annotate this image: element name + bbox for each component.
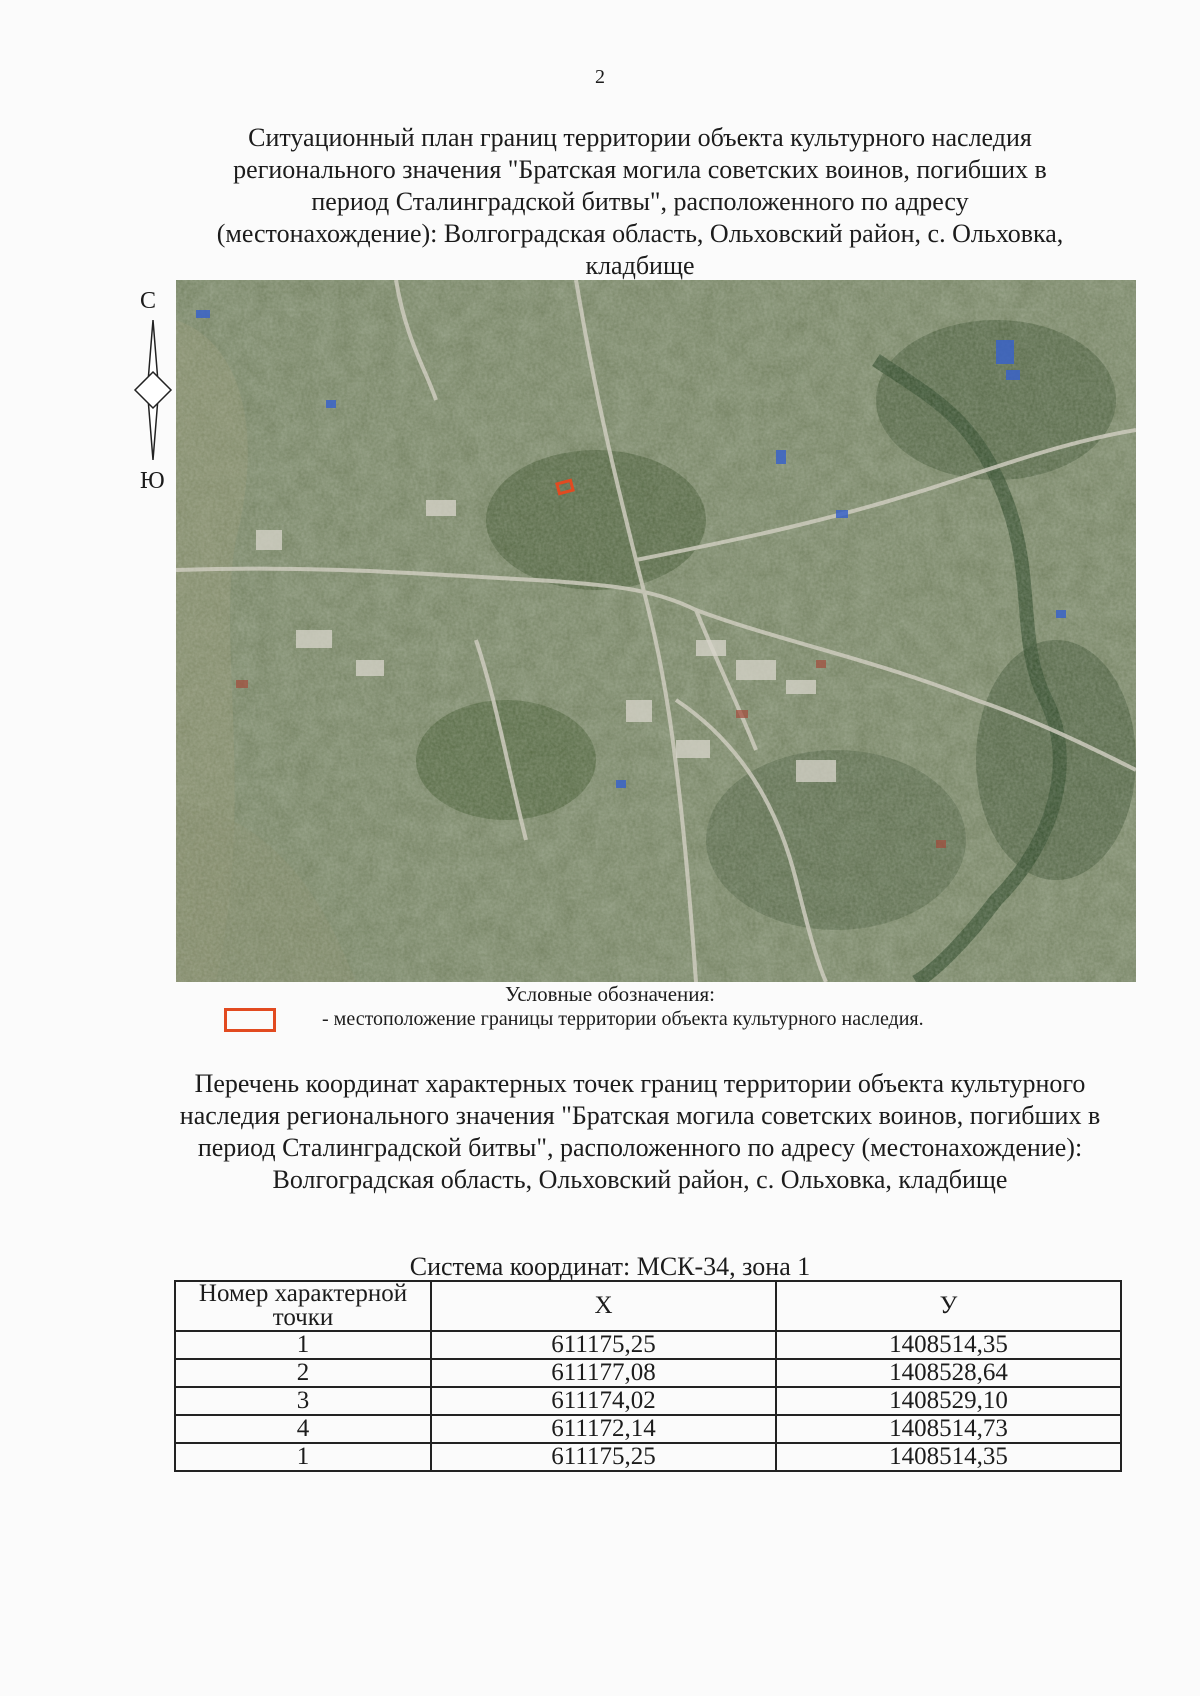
x-cell: 611175,25 xyxy=(431,1443,776,1471)
point-number-cell: 1 xyxy=(175,1443,431,1471)
table-row xyxy=(175,1443,1121,1471)
coordinate-system-label: Система координат: МСК-34, зона 1 xyxy=(409,1252,811,1281)
coordinates-list-title: Перечень координат характерных точек границ территории объекта культурного наследия регионального значения "Братская могила советских воинов, погибших в период Сталинградской битвы", расположенного по адресу (местонахождение): Волгоградская область, Ольховский район, с. Ольховка, кладбище xyxy=(179,1069,1101,1194)
table-row xyxy=(175,1359,1121,1387)
compass-north-label: С xyxy=(140,288,157,314)
plan-title: Ситуационный план границ территории объекта культурного наследия регионального значения "Братская могила советских воинов, погибших в период Сталинградской битвы", расположенного по адресу (местонахождение): Волгоградская область, Ольховский район, с. Ольховка, кладбище xyxy=(216,123,1064,280)
legend-boundary-swatch xyxy=(224,1008,276,1032)
y-cell: 1408514,35 xyxy=(776,1331,1121,1359)
header-y: У xyxy=(776,1281,1121,1331)
point-number-cell: 4 xyxy=(175,1415,431,1443)
y-cell: 1408528,64 xyxy=(776,1359,1121,1387)
table-header-row xyxy=(175,1281,1121,1331)
coordinates-table xyxy=(174,1280,1122,1472)
legend-item-text: - местоположение границы территории объекта культурного наследия. xyxy=(322,1008,924,1030)
point-number-cell: 3 xyxy=(175,1387,431,1415)
y-cell: 1408514,35 xyxy=(776,1443,1121,1471)
header-x: X xyxy=(431,1281,776,1331)
satellite-map xyxy=(176,280,1136,982)
x-cell: 611172,14 xyxy=(431,1415,776,1443)
compass-south-label: Ю xyxy=(140,468,165,494)
table-row xyxy=(175,1331,1121,1359)
point-number-cell: 1 xyxy=(175,1331,431,1359)
page-number: 2 xyxy=(595,66,605,88)
x-cell: 611175,25 xyxy=(431,1331,776,1359)
header-point-number: Номер характерной точки xyxy=(175,1281,431,1331)
table-row xyxy=(175,1387,1121,1415)
table-row xyxy=(175,1415,1121,1443)
x-cell: 611177,08 xyxy=(431,1359,776,1387)
legend-title: Условные обозначения: xyxy=(504,982,716,1006)
x-cell: 611174,02 xyxy=(431,1387,776,1415)
point-number-cell: 2 xyxy=(175,1359,431,1387)
y-cell: 1408514,73 xyxy=(776,1415,1121,1443)
y-cell: 1408529,10 xyxy=(776,1387,1121,1415)
